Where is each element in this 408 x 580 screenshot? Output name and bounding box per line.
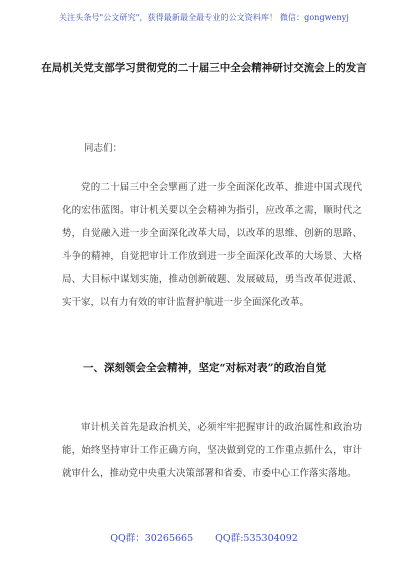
top-banner: 关注头条号"公文研究"，获得最新最全最专业的公文资料库！ 微信：gongwenyj — [59, 13, 349, 22]
salutation: 同志们： — [84, 143, 123, 154]
section-heading-1: 一、深刻领会全会精神，坚定“对标对表”的政治自觉 — [83, 362, 327, 374]
document-title: 在局机关党支部学习贯彻党的二十届三中全会精神研讨交流会上的发言 — [41, 62, 367, 74]
footer-qq-group-1: QQ群：30265665 — [110, 533, 194, 544]
footer-qq-group-2: QQ群:535304092 — [215, 533, 298, 544]
paragraph-2: 审计机关首先是政治机关，必须牢牢把握审计的政治属性和政治功能，始终坚持审计工作正确方向，坚决做到党的工作重点抓什么，审计就审什么，推动党中央重大决策部署和省委、市委中心工作落实落地。 — [62, 422, 362, 479]
footer — [0, 530, 408, 544]
paragraph-1: 党的二十届三中全会擘画了进一步全面深化改革、推进中国式现代化的宏伟蓝图。审计机关要以全会精神为指引，应改革之需，顺时代之势，自觉融入进一步全面深化改革大局，以改革的思维、创新的思路、斗争的精神，自觉把审计工作放到进一步全面深化改革的大场景、大格局、大目标中谋划实施，推动创新破题、发展破局，勇当改革促进派、实干家，以有力有效的审计监督护航进一步全面深化改革。 — [62, 182, 362, 308]
